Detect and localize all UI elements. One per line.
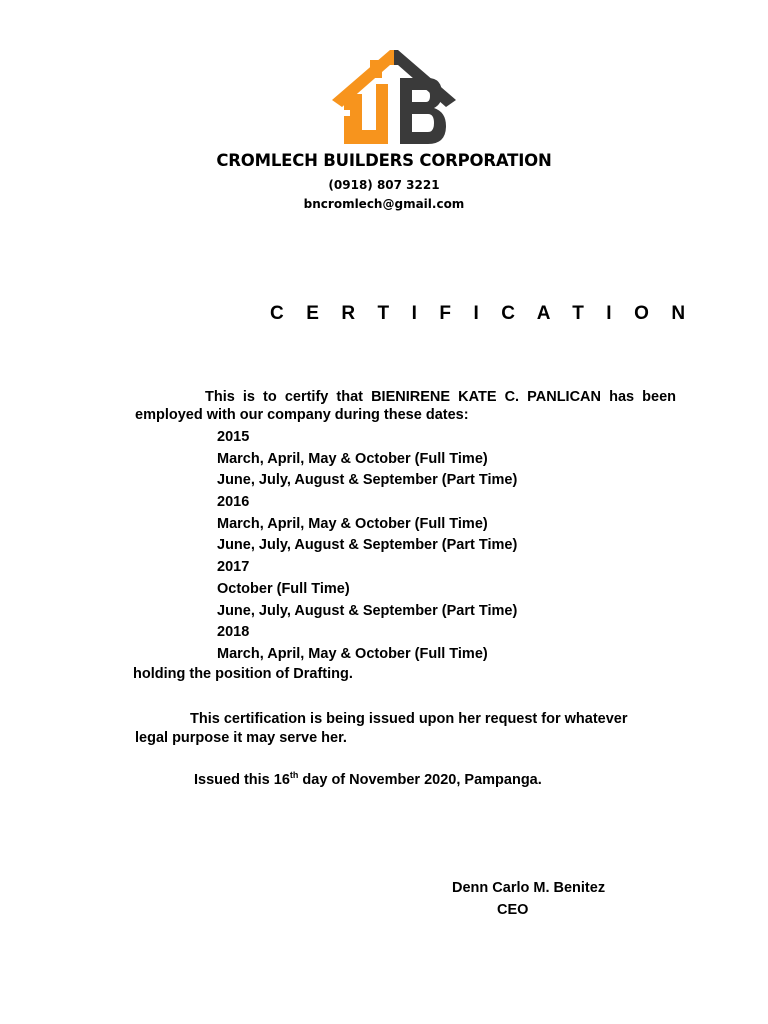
period-months: March, April, May & October (Full Time) [217, 515, 488, 532]
period-year: 2018 [217, 624, 250, 641]
period-months: March, April, May & October (Full Time) [217, 645, 488, 662]
company-email: bncromlech@gmail.com [303, 197, 465, 211]
period-months: June, July, August & September (Part Time) [217, 602, 518, 619]
issued-ordinal-suffix: th [289, 770, 299, 780]
issued-line [194, 772, 542, 788]
issued-rest: day of November 2020, Pampanga. [298, 772, 542, 788]
period-months: October (Full Time) [217, 580, 350, 597]
document-title-text: C E R T I F I C A T I O N [270, 303, 694, 324]
period-months: March, April, May & October (Full Time) [217, 450, 488, 467]
period-months: June, July, August & September (Part Time) [217, 472, 518, 489]
signatory-title: CEO [497, 902, 529, 918]
document-title [270, 303, 694, 325]
purpose-paragraph [135, 710, 655, 747]
purpose-text: This certification is being issued upon her request for whatever legal purpose it may serve her. [135, 711, 628, 746]
issued-prefix: Issued this 16 [194, 772, 290, 788]
position-line: holding the position of Drafting. [133, 666, 353, 682]
intro-paragraph [135, 388, 676, 424]
employment-periods [217, 427, 517, 666]
signatory-name: Denn Carlo M. Benitez [452, 880, 606, 896]
period-year: 2016 [217, 494, 250, 511]
company-name: CROMLECH BUILDERS CORPORATION [216, 151, 552, 170]
company-phone: (0918) 807 3221 [328, 178, 440, 192]
period-months: June, July, August & September (Part Time) [217, 537, 518, 554]
house-logo-icon [332, 50, 456, 148]
period-year: 2017 [217, 559, 250, 576]
intro-text: This is to certify that BIENIRENE KATE C. PANLICAN has been employed with our company during these dates: [135, 389, 676, 423]
period-year: 2015 [217, 429, 250, 445]
